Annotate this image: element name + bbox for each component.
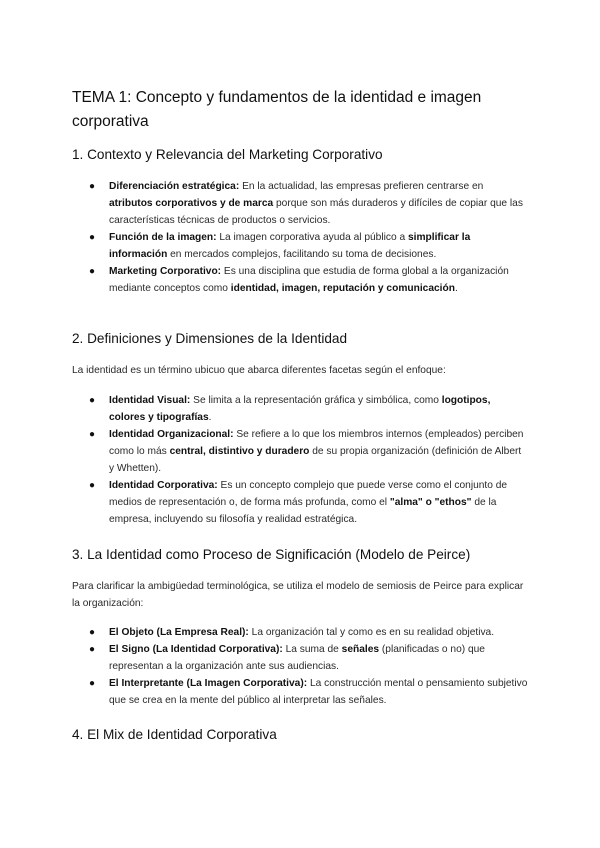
list-item: [72, 675, 528, 709]
bullet-icon: ●: [89, 678, 96, 689]
list-item-lead: Función de la imagen:: [109, 232, 217, 243]
section-heading-4: 4. El Mix de Identidad Corporativa: [72, 727, 277, 742]
page-title: TEMA 1: Concepto y fundamentos de la identidad e imagen corporativa: [72, 89, 482, 130]
section-2-intro: La identidad es un término ubicuo que abarca diferentes facetas según el enfoque:: [72, 365, 446, 376]
list-item-text: Es una disciplina que estudia de forma global a la organización mediante conceptos como: [109, 266, 509, 294]
list-item-text: La organización tal y como es en su realidad objetiva.: [248, 627, 495, 638]
bullet-icon: ●: [89, 627, 96, 638]
list-item-emphasis: logotipos, colores y tipografías: [109, 395, 491, 423]
list-item-lead: El Signo (La Identidad Corporativa):: [109, 644, 283, 655]
list-item-text: Es un concepto complejo que puede verse como el conjunto de medios de representación o, de forma más profunda, como el: [109, 480, 508, 508]
section-3-list: [72, 624, 528, 709]
bullet-icon: ●: [89, 266, 96, 277]
list-item: [72, 392, 528, 426]
section-2-list: [72, 392, 528, 528]
list-item-lead: El Objeto (La Empresa Real):: [109, 627, 249, 638]
bullet-icon: ●: [89, 232, 96, 243]
list-item-text: de la empresa, incluyendo su filosofía y realidad estratégica.: [109, 497, 497, 525]
section-heading-3: 3. La Identidad como Proceso de Significación (Modelo de Peirce): [72, 547, 471, 562]
list-item-lead: Marketing Corporativo:: [109, 266, 222, 277]
list-item: [72, 477, 528, 528]
list-item-text: en mercados complejos, facilitando su toma de decisiones.: [167, 249, 437, 260]
list-item-emphasis: atributos corporativos y de marca: [109, 198, 274, 209]
list-item-emphasis: central, distintivo y duradero: [169, 446, 310, 457]
list-item-text: La construcción mental o pensamiento subjetivo que se crea en la mente del público al interpretar las señales.: [109, 678, 528, 706]
list-item-emphasis: "alma" o "ethos": [389, 497, 472, 508]
list-item-lead: Diferenciación estratégica:: [109, 181, 240, 192]
list-item: [72, 624, 528, 641]
list-item: [72, 229, 528, 263]
list-item-text: Se limita a la representación gráfica y simbólica, como: [190, 395, 442, 406]
section-heading-2: 2. Definiciones y Dimensiones de la Identidad: [72, 331, 348, 346]
list-item-text: (planificadas o no) que representan a la organización ante sus audiencias.: [109, 644, 485, 672]
list-item-text: de su propia organización (definición de Albert y Whetten).: [109, 446, 522, 474]
list-item-lead: Identidad Visual:: [109, 395, 191, 406]
list-item-text: .: [208, 412, 212, 423]
list-item-text: porque son más duraderos y difíciles de copiar que las características técnicas de productos o servicios.: [109, 198, 523, 226]
list-item: [72, 426, 528, 477]
list-item-lead: Identidad Organizacional:: [109, 429, 234, 440]
list-item-text: La imagen corporativa ayuda al público a: [216, 232, 408, 243]
bullet-icon: ●: [89, 644, 96, 655]
list-item: [72, 263, 528, 297]
bullet-icon: ●: [89, 429, 96, 440]
section-heading-1: 1. Contexto y Relevancia del Marketing Corporativo: [72, 147, 383, 162]
list-item-text: .: [454, 283, 458, 294]
section-1-list: [72, 178, 528, 297]
bullet-icon: ●: [89, 181, 96, 192]
list-item-emphasis: simplificar la información: [109, 232, 471, 260]
list-item-emphasis: señales: [341, 644, 380, 655]
list-item-text: La suma de: [282, 644, 342, 655]
list-item-lead: Identidad Corporativa:: [109, 480, 218, 491]
bullet-icon: ●: [89, 480, 96, 491]
list-item-lead: El Interpretante (La Imagen Corporativa):: [109, 678, 308, 689]
list-item-text: Se refiere a lo que los miembros internos (empleados) perciben como lo más: [109, 429, 524, 457]
list-item-emphasis: identidad, imagen, reputación y comunicación: [230, 283, 455, 294]
bullet-icon: ●: [89, 395, 96, 406]
section-3-intro: Para clarificar la ambigüedad terminológica, se utiliza el modelo de semiosis de Peirce para explicar la organización:: [72, 581, 524, 609]
list-item: [72, 178, 528, 229]
list-item: [72, 641, 528, 675]
list-item-text: En la actualidad, las empresas prefieren centrarse en: [239, 181, 484, 192]
